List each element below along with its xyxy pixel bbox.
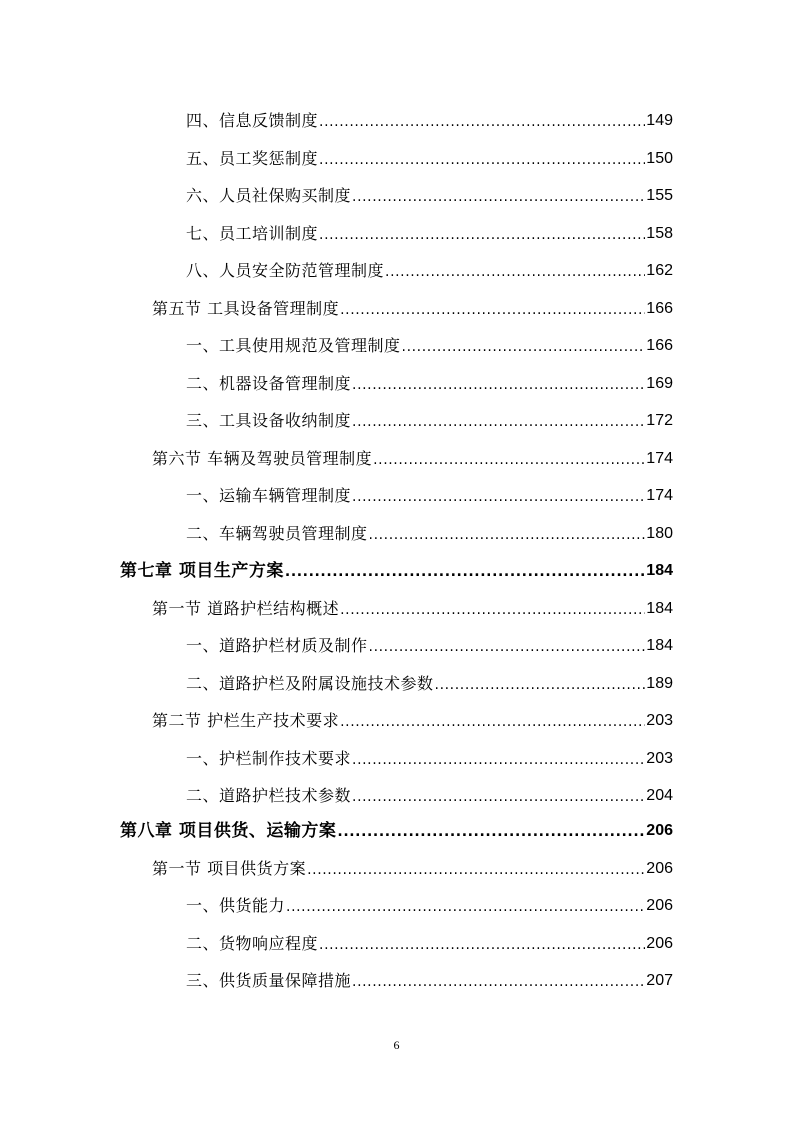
toc-entry[interactable] xyxy=(120,818,673,842)
toc-entry-title: 第二节 护栏生产技术要求 xyxy=(152,711,340,730)
page-number: 6 xyxy=(393,1038,400,1052)
dot-leader xyxy=(285,562,645,582)
toc-entry-title: 三、供货质量保障措施 xyxy=(186,971,352,990)
dot-leader xyxy=(369,637,646,657)
toc-entry-page: 204 xyxy=(646,787,673,804)
dot-leader xyxy=(319,225,645,245)
toc-entry[interactable] xyxy=(186,371,673,395)
toc-entry-title: 八、人员安全防范管理制度 xyxy=(186,261,385,280)
toc-entry-title: 二、道路护栏及附属设施技术参数 xyxy=(186,674,434,693)
toc-entry-page: 184 xyxy=(646,600,673,617)
toc-entry-page: 203 xyxy=(646,712,673,729)
dot-leader xyxy=(307,860,645,880)
toc-entry-title: 二、道路护栏技术参数 xyxy=(186,786,352,805)
dot-leader xyxy=(369,525,646,545)
toc-entry-title: 四、信息反馈制度 xyxy=(186,111,319,130)
dot-leader xyxy=(352,972,645,992)
toc-entry-page: 172 xyxy=(646,412,673,429)
toc-entry[interactable] xyxy=(186,521,673,545)
dot-leader xyxy=(373,450,645,470)
toc-entry-title: 一、道路护栏材质及制作 xyxy=(186,636,368,655)
toc-entry-title: 一、工具使用规范及管理制度 xyxy=(186,336,401,355)
toc-entry[interactable] xyxy=(120,558,673,582)
toc-entry[interactable] xyxy=(186,146,673,170)
toc-entry-page: 206 xyxy=(646,822,673,839)
toc-entry-title: 第一节 项目供货方案 xyxy=(152,859,307,878)
toc-entry-page: 174 xyxy=(646,487,673,504)
toc-entry-title: 第七章 项目生产方案 xyxy=(120,561,284,581)
toc-entry[interactable] xyxy=(152,296,673,320)
toc-entry-title: 三、工具设备收纳制度 xyxy=(186,411,352,430)
toc-entry-page: 207 xyxy=(646,972,673,989)
toc-entry[interactable] xyxy=(186,633,673,657)
toc-entry[interactable] xyxy=(152,446,673,470)
toc-entry[interactable] xyxy=(186,893,673,917)
dot-leader xyxy=(340,712,645,732)
toc-entry[interactable] xyxy=(186,671,673,695)
dot-leader xyxy=(319,112,645,132)
toc-entry-page: 150 xyxy=(646,150,673,167)
toc-entry[interactable] xyxy=(186,108,673,132)
dot-leader xyxy=(352,750,645,770)
toc-entry-page: 206 xyxy=(646,860,673,877)
toc-entry-title: 一、护栏制作技术要求 xyxy=(186,749,352,768)
toc-entry[interactable] xyxy=(186,333,673,357)
toc-entry[interactable] xyxy=(186,221,673,245)
toc-entry-title: 第八章 项目供货、运输方案 xyxy=(120,821,337,841)
toc-entry[interactable] xyxy=(186,968,673,992)
toc-entry-page: 158 xyxy=(646,225,673,242)
dot-leader xyxy=(352,787,645,807)
dot-leader xyxy=(352,487,645,507)
dot-leader xyxy=(352,187,645,207)
toc-entry-page: 189 xyxy=(646,675,673,692)
toc-entry[interactable] xyxy=(186,483,673,507)
toc-entry[interactable] xyxy=(152,856,673,880)
toc-entry-page: 206 xyxy=(646,935,673,952)
dot-leader xyxy=(319,150,645,170)
toc-entry-page: 184 xyxy=(646,562,673,579)
toc-entry-title: 二、货物响应程度 xyxy=(186,934,319,953)
toc-entry[interactable] xyxy=(152,708,673,732)
toc-entry-title: 一、运输车辆管理制度 xyxy=(186,486,352,505)
dot-leader xyxy=(340,600,645,620)
toc-entry-page: 206 xyxy=(646,897,673,914)
toc-entry-title: 六、人员社保购买制度 xyxy=(186,186,352,205)
toc-entry-page: 184 xyxy=(646,637,673,654)
dot-leader xyxy=(352,375,645,395)
toc-entry-page: 149 xyxy=(646,112,673,129)
toc-entry-title: 五、员工奖惩制度 xyxy=(186,149,319,168)
toc-entry-title: 第六节 车辆及驾驶员管理制度 xyxy=(152,449,373,468)
dot-leader xyxy=(402,337,646,357)
toc-entry[interactable] xyxy=(186,408,673,432)
toc-entry[interactable] xyxy=(186,746,673,770)
toc-entry[interactable] xyxy=(186,183,673,207)
toc-entry[interactable] xyxy=(186,258,673,282)
toc-entry-title: 二、机器设备管理制度 xyxy=(186,374,352,393)
dot-leader xyxy=(340,300,645,320)
toc-entry-title: 二、车辆驾驶员管理制度 xyxy=(186,524,368,543)
dot-leader xyxy=(385,262,645,282)
toc-entry-page: 174 xyxy=(646,450,673,467)
toc-entry-page: 180 xyxy=(646,525,673,542)
toc-entry-title: 第一节 道路护栏结构概述 xyxy=(152,599,340,618)
toc-entry-page: 166 xyxy=(646,300,673,317)
toc-entry-page: 155 xyxy=(646,187,673,204)
toc-entry-title: 一、供货能力 xyxy=(186,896,286,915)
dot-leader xyxy=(352,412,645,432)
toc-entry-page: 162 xyxy=(646,262,673,279)
toc-entry[interactable] xyxy=(152,596,673,620)
toc-entry[interactable] xyxy=(186,931,673,955)
toc-entry-page: 169 xyxy=(646,375,673,392)
toc-entry-title: 七、员工培训制度 xyxy=(186,224,319,243)
toc-entry-title: 第五节 工具设备管理制度 xyxy=(152,299,340,318)
toc-entry[interactable] xyxy=(186,783,673,807)
dot-leader xyxy=(319,935,645,955)
dot-leader xyxy=(286,897,645,917)
toc-entry-page: 166 xyxy=(646,337,673,354)
dot-leader xyxy=(435,675,646,695)
dot-leader xyxy=(337,822,645,842)
toc-entry-page: 203 xyxy=(646,750,673,767)
